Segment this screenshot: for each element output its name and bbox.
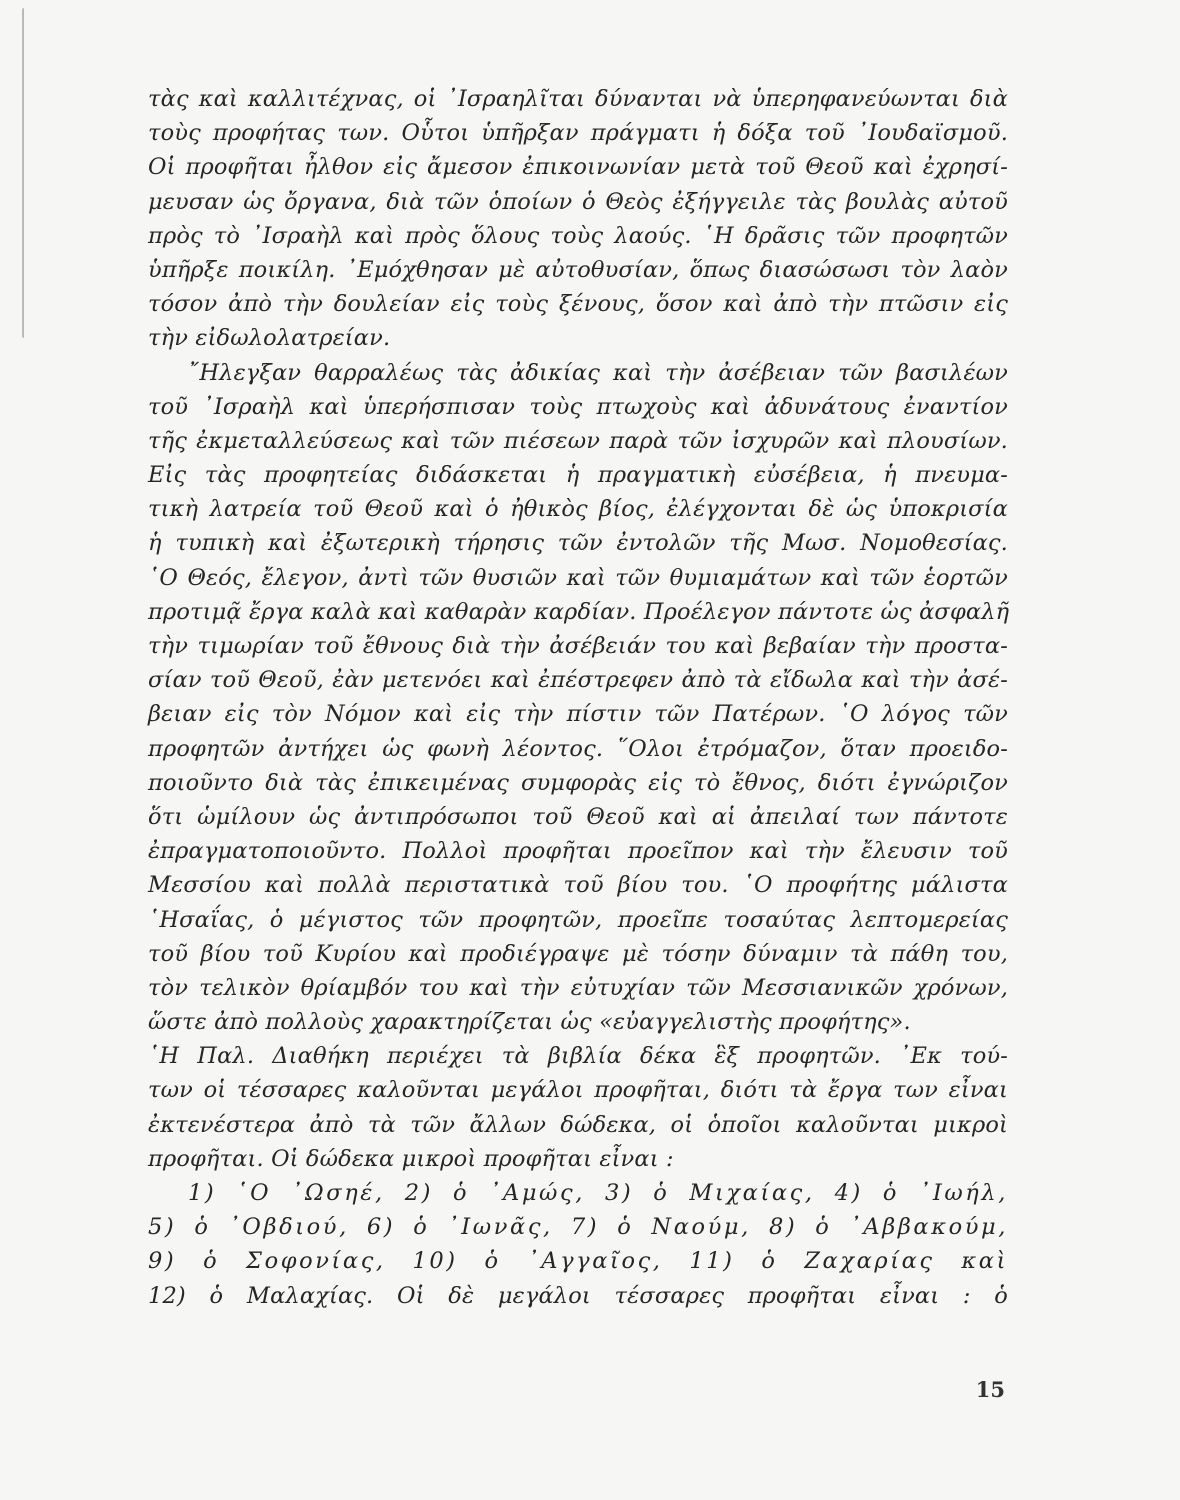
text-line: τοὺς προφήτας των. Οὗτοι ὑπῆρξαν πράγματι ἡ δόξα τοῦ ᾿Ιουδαϊσμοῦ. [148,120,1008,147]
text-line: σίαν τοῦ Θεοῦ, ἐὰν μετενόει καὶ ἐπέστρεφεν ἀπὸ τὰ εἴδωλα καὶ τὴν ἀσέ- [148,667,1008,694]
margin-pencil-mark [22,8,27,338]
text-line: 12) ὁ Μαλαχίας. Οἱ δὲ μεγάλοι τέσσαρες προφῆται εἶναι : ὁ [148,1282,1008,1309]
text-line: τοῦ βίου τοῦ Κυρίου καὶ προδιέγραψε μὲ τόσην δύναμιν τὰ πάθη του, [148,940,1008,967]
text-line: 5) ὁ ᾿Οβδιού, 6) ὁ ᾿Ιωνᾶς, 7) ὁ Ναούμ, 8) ὁ ᾿Αββακούμ, [148,1214,1008,1241]
text-line: ῎Ηλεγξαν θαρραλέως τὰς ἀδικίας καὶ τὴν ἀσέβειαν τῶν βασιλέων [188,359,1008,386]
text-line: τὴν τιμωρίαν τοῦ ἔθνους διὰ τὴν ἀσέβειάν του καὶ βεβαίαν τὴν προστα- [148,633,1008,659]
page-number: 15 [975,1377,1005,1402]
text-line: 9) ὁ Σοφονίας, 10) ὁ ᾿Αγγαῖος, 11) ὁ Ζαχαρίας καὶ [148,1248,1008,1275]
text-line: προφητῶν ἀντήχει ὡς φωνὴ λέοντος. ῞Ολοι ἐτρόμαζον, ὅταν προειδο- [148,735,1008,762]
text-line: τοῦ ᾿Ισραὴλ καὶ ὑπερήσπισαν τοὺς πτωχοὺς καὶ ἀδυνάτους ἐναντίον [148,393,1008,420]
text-line: ὑπῆρξε ποικίλη. ᾿Εμόχθησαν μὲ αὐτοθυσίαν, ὅπως διασώσωσι τὸν λαὸν [148,256,1008,283]
text-line: Μεσσίου καὶ πολλὰ περιστατικὰ τοῦ βίου του. ῾Ο προφήτης μάλιστα [148,872,1008,899]
text-line: ἡ τυπικὴ καὶ ἐξωτερικὴ τήρησις τῶν ἐντολῶν τῆς Μωσ. Νομοθεσίας. [148,530,1008,557]
text-line: 1) ῾Ο ᾿Ωσηέ, 2) ὁ ᾿Αμώς, 3) ὁ Μιχαίας, 4) ὁ ᾿Ιωήλ, [188,1180,1008,1206]
text-line: ῾Ο Θεός, ἔλεγον, ἀντὶ τῶν θυσιῶν καὶ τῶν θυμιαμάτων καὶ τῶν ἑορτῶν [148,564,1008,591]
text-line: μευσαν ὡς ὄργανα, διὰ τῶν ὁποίων ὁ Θεὸς ἐξήγγειλε τὰς βουλὰς αὐτοῦ [148,188,1008,215]
text-line: ὅτι ὡμίλουν ὡς ἀντιπρόσωποι τοῦ Θεοῦ καὶ αἱ ἀπειλαί των πάντοτε [148,803,1008,830]
text-line: Οἱ προφῆται ἦλθον εἰς ἄμεσον ἐπικοινωνίαν μετὰ τοῦ Θεοῦ καὶ ἐχρησί- [148,154,1008,181]
text-line: ῾Ησαΐας, ὁ μέγιστος τῶν προφητῶν, προεῖπε τοσαύτας λεπτομερείας [148,906,1008,933]
text-line: ποιοῦντο διὰ τὰς ἐπικειμένας συμφορὰς εἰς τὸ ἔθνος, διότι ἐγνώριζον [148,769,1008,796]
text-line: τόσον ἀπὸ τὴν δουλείαν εἰς τοὺς ξένους, ὅσον καὶ ἀπὸ τὴν πτῶσιν εἰς [148,291,1008,318]
text-line: προφῆται. Οἱ δώδεκα μικροὶ προφῆται εἶναι : [148,1145,674,1172]
text-line: ῾Η Παλ. Διαθήκη περιέχει τὰ βιβλία δέκα ἓξ προφητῶν. ᾿Εκ τού- [148,1043,1008,1070]
text-line: Εἰς τὰς προφητείας διδάσκεται ἡ πραγματικὴ εὐσέβεια, ἡ πνευμα- [148,462,1008,489]
text-line: τὸν τελικὸν θρίαμβόν του καὶ τὴν εὐτυχίαν τῶν Μεσσιανικῶν χρόνων, [148,974,1008,1001]
text-line: βειαν εἰς τὸν Νόμον καὶ εἰς τὴν πίστιν τῶν Πατέρων. ῾Ο λόγος τῶν [148,701,1008,728]
body-text [148,82,1008,1313]
text-line: τὰς καὶ καλλιτέχνας, οἱ ᾿Ισραηλῖται δύνανται νὰ ὑπερηφανεύωνται διὰ [148,86,1008,112]
text-line: πρὸς τὸ ᾿Ισραὴλ καὶ πρὸς ὅλους τοὺς λαούς. ῾Η δρᾶσις τῶν προφητῶν [148,222,1008,249]
text-line: προτιμᾷ ἔργα καλὰ καὶ καθαρὰν καρδίαν. Προέλεγον πάντοτε ὡς ἀσφαλῆ [148,598,1010,625]
text-line: τῆς ἐκμεταλλεύσεως καὶ τῶν πιέσεων παρὰ τῶν ἰσχυρῶν καὶ πλουσίων. [148,427,1008,454]
text-line: ὥστε ἀπὸ πολλοὺς χαρακτηρίζεται ὡς «εὐαγγελιστὴς προφήτης». [148,1009,911,1036]
text-line: ἐπραγματοποιοῦντο. Πολλοὶ προφῆται προεῖπον καὶ τὴν ἔλευσιν τοῦ [148,838,1008,865]
text-line: τὴν εἰδωλολατρείαν. [148,325,391,352]
text-line: των οἱ τέσσαρες καλοῦνται μεγάλοι προφῆται, διότι τὰ ἔργα των εἶναι [148,1077,1008,1104]
text-line: τικὴ λατρεία τοῦ Θεοῦ καὶ ὁ ἠθικὸς βίος, ἐλέγχονται δὲ ὡς ὑποκρισία [148,496,1008,523]
text-line: ἐκτενέστερα ἀπὸ τὰ τῶν ἄλλων δώδεκα, οἱ ὁποῖοι καλοῦνται μικροὶ [148,1111,1008,1138]
